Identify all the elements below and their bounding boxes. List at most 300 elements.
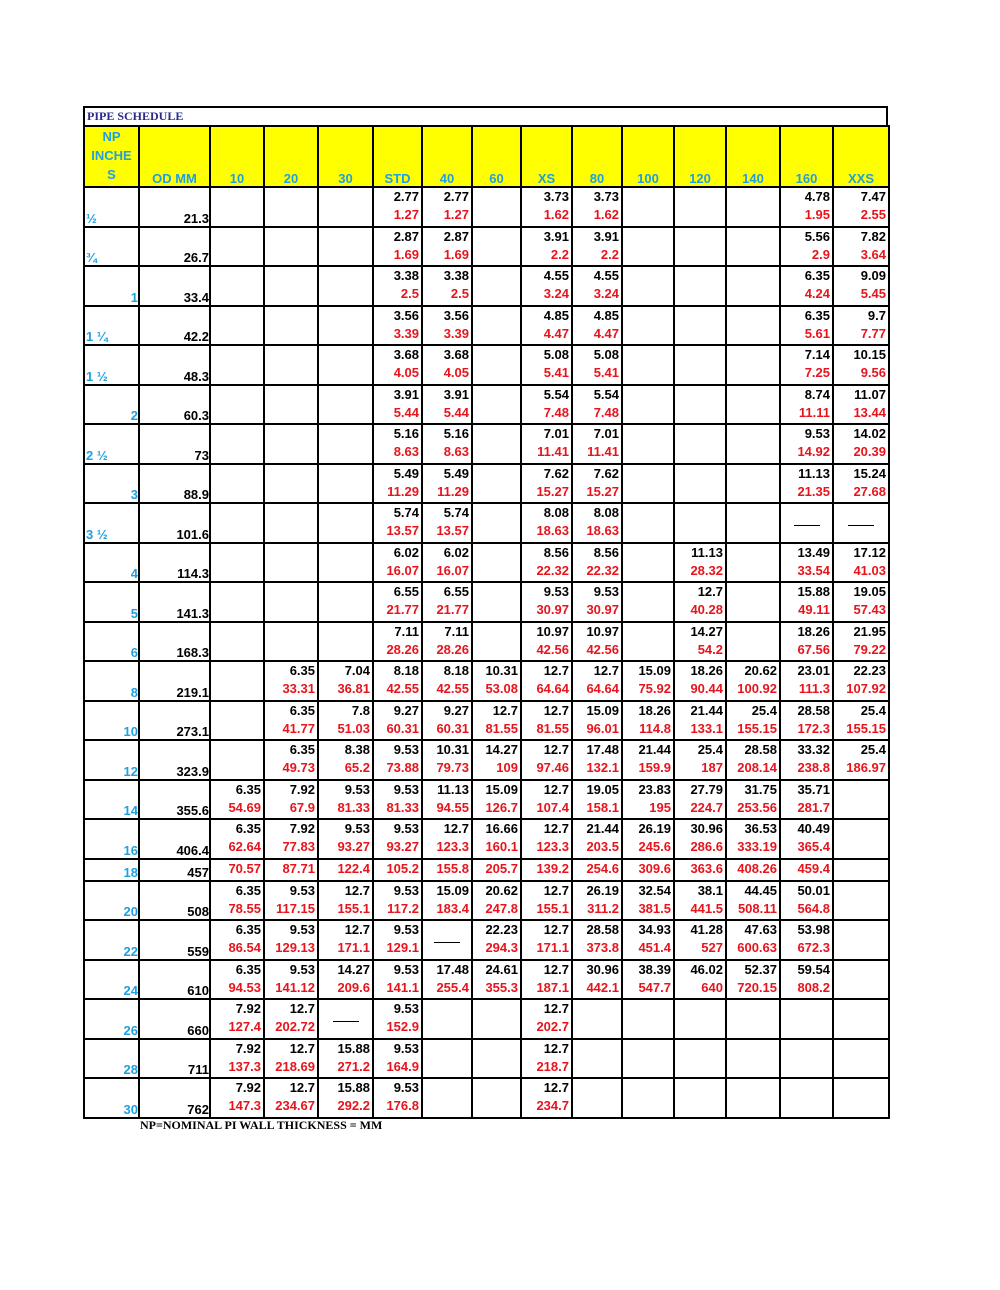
wall-thickness-value: 15.09 <box>638 663 671 678</box>
weight-value: 28.26 <box>386 641 419 657</box>
od-mm-cell: 42.2 <box>139 306 210 346</box>
weight-value: 7.25 <box>804 365 830 380</box>
wall-thickness-value: 10.97 <box>586 623 619 639</box>
schedule-cell <box>622 266 674 306</box>
schedule-cell <box>622 920 674 960</box>
weight-value: 75.92 <box>638 681 671 696</box>
wall-thickness-value: 38.39 <box>638 961 671 977</box>
schedule-cell <box>572 464 622 504</box>
weight-value: 22.32 <box>586 562 619 578</box>
schedule-cell <box>472 1039 521 1079</box>
schedule-cell <box>726 859 780 881</box>
header-schedule: 30 <box>318 126 373 187</box>
weight-value: 90.44 <box>690 681 723 696</box>
weight-value: 30.97 <box>586 602 619 617</box>
schedule-cell <box>521 424 572 464</box>
schedule-cell <box>318 881 373 921</box>
schedule-cell <box>373 1078 422 1118</box>
schedule-cell <box>674 960 726 1000</box>
weight-value: 60.31 <box>436 720 469 736</box>
schedule-cell <box>780 385 833 425</box>
wall-thickness-value: 21.44 <box>638 742 671 757</box>
schedule-cell <box>521 1078 572 1118</box>
weight-value: 64.64 <box>536 681 569 696</box>
schedule-cell <box>572 622 622 662</box>
schedule-cell <box>422 740 472 780</box>
weight-value: 93.27 <box>337 839 370 854</box>
wall-thickness-value: 32.54 <box>638 882 671 898</box>
schedule-cell <box>833 464 889 504</box>
wall-thickness-value: 6.55 <box>393 584 419 599</box>
weight-value: 2.55 <box>860 207 886 222</box>
weight-value: 11.41 <box>537 444 569 459</box>
schedule-cell <box>833 1039 889 1079</box>
wall-thickness-value: 9.53 <box>393 961 419 977</box>
schedule-cell <box>422 227 472 267</box>
od-mm-cell: 60.3 <box>139 385 210 425</box>
wall-thickness-value: 12.7 <box>697 584 723 599</box>
weight-value: 93.27 <box>386 839 419 854</box>
wall-thickness-value: 25.4 <box>860 702 886 718</box>
schedule-cell <box>472 999 521 1039</box>
wall-thickness-value: 26.19 <box>586 882 619 898</box>
schedule-cell <box>264 780 318 820</box>
wall-thickness-value: 12.7 <box>543 702 569 718</box>
wall-thickness-value: 15.24 <box>853 465 886 481</box>
schedule-cell <box>726 306 780 346</box>
wall-thickness-value: 7.01 <box>593 426 619 441</box>
schedule-cell <box>422 999 472 1039</box>
table-row <box>84 881 889 921</box>
schedule-cell <box>726 701 780 741</box>
table-row <box>84 187 889 227</box>
schedule-cell <box>422 464 472 504</box>
weight-value: 238.8 <box>797 760 830 775</box>
weight-value: 21.77 <box>436 602 469 617</box>
schedule-cell <box>622 780 674 820</box>
wall-thickness-value: 5.16 <box>393 426 419 441</box>
wall-thickness-value: 2.77 <box>393 189 419 204</box>
wall-thickness-value: 35.71 <box>797 781 830 797</box>
weight-value: 234.7 <box>536 1098 569 1113</box>
weight-value: 49.73 <box>282 760 315 775</box>
wall-thickness-value: 7.11 <box>444 623 469 639</box>
schedule-cell <box>780 920 833 960</box>
wall-thickness-value: 11.07 <box>854 386 886 402</box>
schedule-cell <box>726 622 780 662</box>
weight-value: 355.3 <box>485 979 518 995</box>
weight-value: 508.11 <box>737 900 777 916</box>
weight-value: 5.45 <box>860 286 886 301</box>
schedule-cell <box>373 819 422 859</box>
weight-value: 18.63 <box>586 523 619 538</box>
weight-value: 8.63 <box>393 444 419 459</box>
weight-value: 30.97 <box>536 602 569 617</box>
np-size-cell: 8 <box>84 661 139 701</box>
schedule-cell <box>472 543 521 583</box>
schedule-cell <box>521 780 572 820</box>
weight-value: 70.57 <box>228 860 261 876</box>
weight-value: 65.2 <box>344 760 370 775</box>
np-size-cell: 2 ½ <box>84 424 139 464</box>
wall-thickness-value: 15.09 <box>586 702 619 718</box>
weight-value: 77.83 <box>282 839 315 854</box>
schedule-cell <box>726 187 780 227</box>
schedule-cell <box>726 1039 780 1079</box>
schedule-cell <box>264 464 318 504</box>
weight-value: 21.35 <box>797 483 830 499</box>
schedule-cell <box>833 1078 889 1118</box>
table-row <box>84 859 889 881</box>
header-np-line-1: NP <box>102 129 121 144</box>
weight-value: 5.44 <box>393 404 419 420</box>
weight-value: 808.2 <box>797 979 830 995</box>
wall-thickness-value: 12.7 <box>543 781 569 797</box>
schedule-cell <box>472 622 521 662</box>
header-schedule: 10 <box>210 126 264 187</box>
schedule-cell <box>780 503 833 543</box>
schedule-cell <box>521 740 572 780</box>
schedule-cell <box>521 701 572 741</box>
weight-value: 36.81 <box>337 681 370 696</box>
schedule-cell <box>422 1039 472 1079</box>
schedule-cell <box>210 543 264 583</box>
od-mm-cell: 48.3 <box>139 345 210 385</box>
weight-value: 224.7 <box>690 799 723 815</box>
schedule-cell <box>373 622 422 662</box>
schedule-cell <box>726 1078 780 1118</box>
weight-value: 373.8 <box>586 940 619 955</box>
np-size-cell: 14 <box>84 780 139 820</box>
schedule-cell <box>833 266 889 306</box>
weight-value: 245.6 <box>638 839 671 854</box>
schedule-cell <box>521 582 572 622</box>
schedule-cell <box>674 881 726 921</box>
weight-value: 51.03 <box>337 720 370 736</box>
od-mm-cell: 355.6 <box>139 780 210 820</box>
weight-value: 87.71 <box>282 860 315 876</box>
schedule-cell <box>622 227 674 267</box>
weight-value: 64.64 <box>586 681 619 696</box>
np-size-cell: 1 ¼ <box>84 306 139 346</box>
schedule-cell <box>422 920 472 960</box>
schedule-cell <box>674 543 726 583</box>
weight-value: 129.1 <box>386 940 419 955</box>
weight-value: 15.27 <box>586 483 619 499</box>
weight-value: 564.8 <box>797 900 830 916</box>
schedule-cell <box>780 661 833 701</box>
schedule-cell <box>422 780 472 820</box>
np-size-cell: ½ <box>84 187 139 227</box>
weight-value: 281.7 <box>797 799 830 815</box>
weight-value: 176.8 <box>386 1098 419 1113</box>
weight-value: 94.53 <box>228 979 261 995</box>
wall-thickness-value: 9.27 <box>443 702 469 718</box>
schedule-cell <box>472 859 521 881</box>
table-row <box>84 345 889 385</box>
schedule-cell <box>264 999 318 1039</box>
weight-value: 254.6 <box>586 860 619 876</box>
wall-thickness-value: 15.88 <box>337 1040 370 1056</box>
table-row <box>84 960 889 1000</box>
schedule-cell <box>572 266 622 306</box>
wall-thickness-value: 8.18 <box>443 663 469 678</box>
wall-thickness-value: 6.55 <box>443 584 469 599</box>
wall-thickness-value: 8.08 <box>593 505 619 520</box>
wall-thickness-value: 6.35 <box>235 922 261 937</box>
wall-thickness-value: 9.53 <box>289 922 315 937</box>
weight-value: 4.47 <box>543 325 569 341</box>
schedule-cell <box>780 582 833 622</box>
wall-thickness-value: 7.01 <box>543 426 569 441</box>
schedule-cell <box>674 464 726 504</box>
schedule-cell <box>210 582 264 622</box>
weight-value: 155.1 <box>337 900 370 916</box>
schedule-cell <box>373 881 422 921</box>
weight-value: 57.43 <box>853 602 886 617</box>
header-row <box>84 126 889 187</box>
schedule-cell <box>521 385 572 425</box>
weight-value: 42.55 <box>386 681 419 696</box>
weight-value: 247.8 <box>485 900 518 916</box>
np-size-cell: 1 <box>84 266 139 306</box>
schedule-cell <box>264 503 318 543</box>
weight-value: 271.2 <box>337 1058 370 1074</box>
wall-thickness-value: 3.73 <box>593 189 619 204</box>
wall-thickness-value: 9.53 <box>593 584 619 599</box>
wall-thickness-value: 12.7 <box>443 821 469 836</box>
schedule-cell <box>422 306 472 346</box>
np-size-cell: 4 <box>84 543 139 583</box>
wall-thickness-value: 6.35 <box>289 702 315 718</box>
wall-thickness-value: 21.44 <box>586 821 619 836</box>
wall-thickness-value: 7.92 <box>235 1001 261 1016</box>
wall-thickness-value: 47.63 <box>744 922 777 937</box>
weight-value: 155.1 <box>536 900 569 916</box>
weight-value: 459.4 <box>797 860 830 876</box>
schedule-cell <box>521 306 572 346</box>
wall-thickness-value: 7.8 <box>351 702 370 718</box>
weight-value: 78.55 <box>228 900 261 916</box>
weight-value: 129.13 <box>275 940 315 955</box>
weight-value: 33.54 <box>797 562 830 578</box>
schedule-cell <box>674 345 726 385</box>
weight-value: 141.1 <box>386 979 419 995</box>
np-size-cell: 1 ½ <box>84 345 139 385</box>
od-mm-cell: 273.1 <box>139 701 210 741</box>
table-row <box>84 819 889 859</box>
schedule-cell <box>422 661 472 701</box>
table-row <box>84 266 889 306</box>
schedule-cell <box>622 187 674 227</box>
np-size-cell: 2 <box>84 385 139 425</box>
schedule-cell <box>572 385 622 425</box>
schedule-cell <box>833 960 889 1000</box>
weight-value: 20.39 <box>853 444 886 459</box>
wall-thickness-value: 30.96 <box>690 821 723 836</box>
schedule-cell <box>210 859 264 881</box>
schedule-cell <box>210 266 264 306</box>
schedule-cell <box>780 464 833 504</box>
weight-value: 96.01 <box>586 720 619 736</box>
header-schedule: 20 <box>264 126 318 187</box>
weight-value: 309.6 <box>638 860 671 876</box>
schedule-cell <box>373 661 422 701</box>
wall-thickness-value: 15.09 <box>485 781 518 797</box>
weight-value: 8.63 <box>443 444 469 459</box>
weight-value: 117.15 <box>275 900 315 916</box>
table-row <box>84 424 889 464</box>
wall-thickness-value: 9.53 <box>393 1040 419 1056</box>
schedule-cell <box>264 345 318 385</box>
od-mm-cell: 33.4 <box>139 266 210 306</box>
schedule-cell <box>833 503 889 543</box>
schedule-cell <box>318 503 373 543</box>
schedule-cell <box>674 1078 726 1118</box>
wall-thickness-value: 7.82 <box>860 228 886 244</box>
wall-thickness-value: 8.38 <box>344 742 370 757</box>
weight-value: 171.1 <box>536 940 569 955</box>
schedule-cell <box>210 780 264 820</box>
schedule-cell <box>622 999 674 1039</box>
np-size-cell: 16 <box>84 819 139 859</box>
schedule-cell <box>572 424 622 464</box>
weight-value: 172.3 <box>797 720 830 736</box>
pipe-schedule-sheet <box>83 106 888 1119</box>
schedule-cell <box>521 266 572 306</box>
wall-thickness-value: 14.27 <box>337 961 370 977</box>
wall-thickness-value: 15.88 <box>797 584 830 599</box>
wall-thickness-value: 9.7 <box>867 307 886 323</box>
header-schedule: 80 <box>572 126 622 187</box>
wall-thickness-value: 3.38 <box>393 268 419 283</box>
weight-value: 132.1 <box>586 760 619 775</box>
schedule-cell <box>472 464 521 504</box>
wall-thickness-value: 12.7 <box>543 821 569 836</box>
schedule-cell <box>674 661 726 701</box>
schedule-cell <box>622 543 674 583</box>
weight-value: 11.29 <box>387 483 419 499</box>
schedule-cell <box>264 582 318 622</box>
schedule-cell <box>210 999 264 1039</box>
wall-thickness-value: 5.08 <box>543 347 569 362</box>
weight-value: 202.7 <box>536 1019 569 1034</box>
wall-thickness-value: 12.7 <box>593 663 619 678</box>
schedule-cell <box>318 424 373 464</box>
weight-value: 333.19 <box>737 839 777 854</box>
schedule-cell <box>726 503 780 543</box>
wall-thickness-value: 21.44 <box>690 702 723 718</box>
wall-thickness-value: 9.53 <box>393 821 419 836</box>
weight-value: 67.56 <box>797 641 830 657</box>
schedule-cell <box>521 227 572 267</box>
schedule-cell <box>373 701 422 741</box>
weight-value: 451.4 <box>638 940 671 955</box>
wall-thickness-value: 28.58 <box>744 742 777 757</box>
schedule-cell <box>210 424 264 464</box>
wall-thickness-value: 6.35 <box>289 742 315 757</box>
schedule-cell <box>472 582 521 622</box>
np-size-cell: 18 <box>84 859 139 881</box>
weight-value: 442.1 <box>586 979 619 995</box>
weight-value: 21.77 <box>386 602 419 617</box>
weight-value: 202.72 <box>275 1019 315 1034</box>
schedule-cell <box>373 920 422 960</box>
schedule-cell <box>833 661 889 701</box>
schedule-cell <box>373 859 422 881</box>
schedule-cell <box>373 227 422 267</box>
wall-thickness-value: 24.61 <box>485 961 518 977</box>
schedule-cell <box>521 960 572 1000</box>
schedule-cell <box>674 582 726 622</box>
wall-thickness-value: 25.4 <box>751 702 777 718</box>
schedule-cell <box>521 1039 572 1079</box>
schedule-cell <box>373 1039 422 1079</box>
schedule-cell <box>472 661 521 701</box>
np-size-cell: 24 <box>84 960 139 1000</box>
weight-value: 33.31 <box>282 681 315 696</box>
schedule-cell <box>622 859 674 881</box>
schedule-cell <box>521 819 572 859</box>
schedule-cell <box>318 266 373 306</box>
wall-thickness-value: 21.95 <box>853 623 886 639</box>
schedule-cell <box>726 661 780 701</box>
schedule-cell <box>622 464 674 504</box>
schedule-cell <box>318 306 373 346</box>
weight-value: 94.55 <box>436 799 469 815</box>
schedule-cell <box>726 920 780 960</box>
weight-value: 16.07 <box>386 562 419 578</box>
od-mm-cell: 141.3 <box>139 582 210 622</box>
wall-thickness-value: 7.92 <box>235 1040 261 1056</box>
schedule-cell <box>780 1039 833 1079</box>
wall-thickness-value: 10.97 <box>536 623 569 639</box>
table-row <box>84 661 889 701</box>
wall-thickness-value: 19.05 <box>586 781 619 797</box>
wall-thickness-value: 5.56 <box>804 228 830 244</box>
weight-value: 11.29 <box>437 483 469 499</box>
schedule-cell <box>674 1039 726 1079</box>
schedule-cell <box>373 503 422 543</box>
weight-value: 2.2 <box>600 246 619 262</box>
schedule-cell <box>726 819 780 859</box>
schedule-cell <box>264 306 318 346</box>
wall-thickness-value: 31.75 <box>744 781 777 797</box>
wall-thickness-value: 3.91 <box>393 386 419 402</box>
wall-thickness-value: 9.53 <box>393 882 419 898</box>
weight-value: 1.95 <box>804 207 830 222</box>
schedule-cell <box>780 960 833 1000</box>
od-mm-cell: 762 <box>139 1078 210 1118</box>
schedule-cell <box>780 701 833 741</box>
schedule-cell <box>422 385 472 425</box>
schedule-cell <box>373 999 422 1039</box>
schedule-cell <box>472 920 521 960</box>
schedule-cell <box>780 345 833 385</box>
schedule-cell <box>210 819 264 859</box>
wall-thickness-value: 3.73 <box>543 189 569 204</box>
od-mm-cell: 559 <box>139 920 210 960</box>
schedule-cell <box>674 424 726 464</box>
schedule-cell <box>210 740 264 780</box>
wall-thickness-value: 59.54 <box>797 961 830 977</box>
wall-thickness-value: 16.66 <box>485 821 518 836</box>
weight-value: 152.9 <box>386 1019 419 1034</box>
weight-value: 16.07 <box>436 562 469 578</box>
weight-value: 79.73 <box>436 760 469 775</box>
wall-thickness-value: 5.08 <box>593 347 619 362</box>
wall-thickness-value: 2.87 <box>393 228 419 244</box>
